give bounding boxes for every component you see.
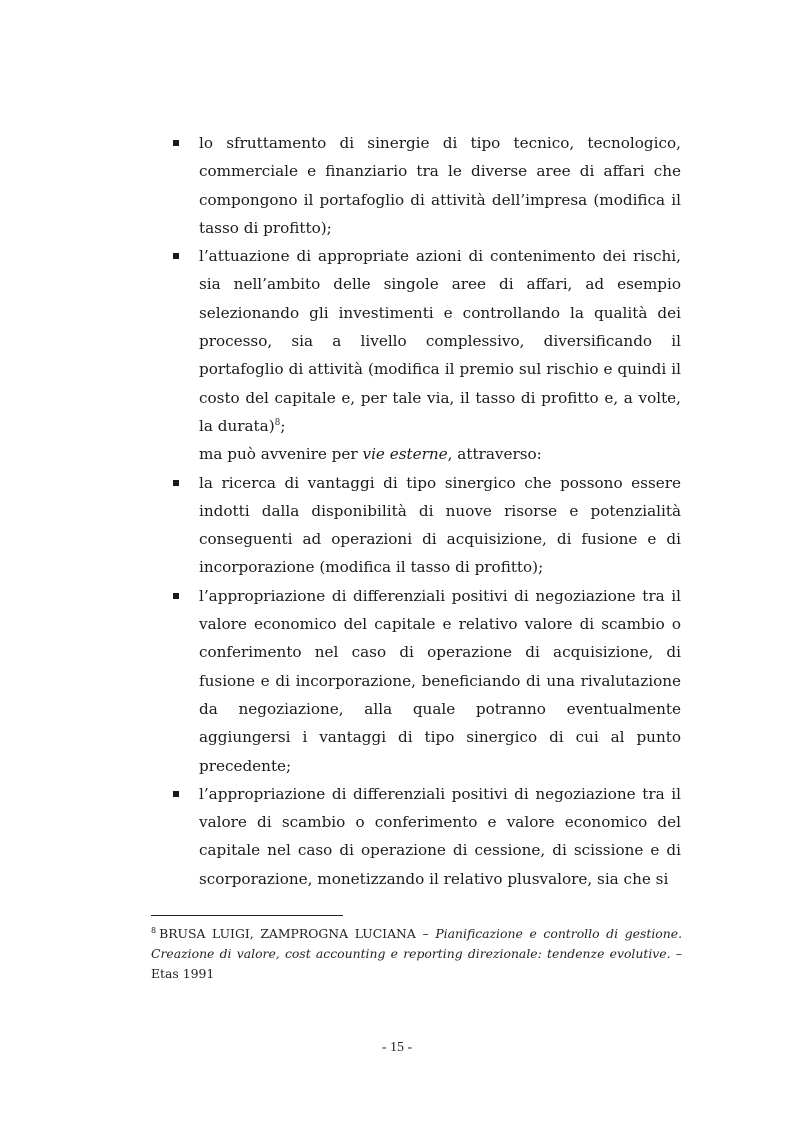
body-text xyxy=(166,129,681,893)
square-bullet-icon xyxy=(173,593,179,599)
connector-sentence xyxy=(166,440,681,468)
connector-emphasis: vie esterne xyxy=(362,445,448,464)
connector-text: ma può avvenire per xyxy=(199,445,363,464)
list-item-text-tail: ; xyxy=(280,416,286,435)
list-item-text: la ricerca di vantaggi di tipo sinergico che possono essere indotti dalla disponibilità di nuove risorse e potenzialità conseguenti ad operazioni di acquisizione, di fusione e di incorporazione (modifica il tasso di profitto); xyxy=(199,473,681,577)
list-item xyxy=(166,129,681,242)
list-item-text: l’attuazione di appropriate azioni di contenimento dei rischi, sia nell’ambito delle singole aree di affari, ad esempio selezionando gli investimenti e controllando la qualità dei processo, sia a livello complessivo, diversificando il portafoglio di attività (modifica il premio sul rischio e quindi il costo del capitale e, per tale via, il tasso di profitto e, a volte, la durata) xyxy=(199,247,681,435)
page-number: - 15 - xyxy=(381,1040,413,1055)
connector-text-end: , attraverso: xyxy=(447,445,542,464)
list-item xyxy=(166,469,681,582)
footnote-reference[interactable]: 8 xyxy=(274,417,281,428)
list-item xyxy=(166,582,681,780)
square-bullet-icon xyxy=(173,791,179,797)
list-item-text: l’appropriazione di differenziali positivi di negoziazione tra il valore di scambio o conferimento e valore economico del capitale nel caso di operazione di cessione, di scissione e di scorporazione, monetizzando il relativo plusvalore, sia che si xyxy=(199,784,681,888)
footnote xyxy=(151,924,682,984)
footnote-number: 8 xyxy=(151,925,157,935)
footnote-title: Pianificazione e controllo di gestione. Creazione di valore, cost accounting e reporting direzionale: tendenze evolutive. xyxy=(151,926,683,961)
list-item-text: l’appropriazione di differenziali positivi di negoziazione tra il valore economico del capitale e relativo valore di scambio o conferimento nel caso di operazione di acquisizione, di fusione e di incorporazione, beneficiando di una rivalutazione da negoziazione, alla quale potranno eventualmente aggiungersi i vantaggi di tipo sinergico di cui al punto precedente; xyxy=(199,586,681,775)
footnote-publisher: – Etas 1991 xyxy=(151,946,682,981)
square-bullet-icon xyxy=(173,480,179,486)
list-item xyxy=(166,780,681,893)
footnote-authors: BRUSA LUIGI, ZAMPROGNA LUCIANA – xyxy=(159,926,436,941)
list-item-text: lo sfruttamento di sinergie di tipo tecnico, tecnologico, commerciale e finanziario tra le diverse aree di affari che compongono il portafoglio di attività dell’impresa (modifica il tasso di profitto); xyxy=(199,134,681,237)
footnote-separator xyxy=(151,915,343,916)
list-item xyxy=(166,242,681,440)
square-bullet-icon xyxy=(173,253,179,259)
square-bullet-icon xyxy=(173,140,179,146)
